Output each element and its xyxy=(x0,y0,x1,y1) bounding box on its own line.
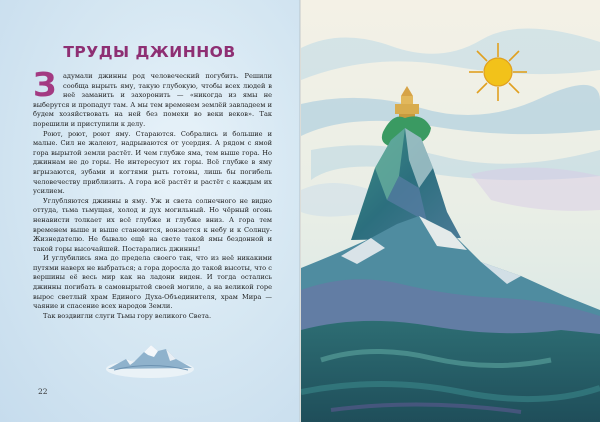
right-page xyxy=(301,0,600,422)
paragraph: Так воздвигли слуги Тьмы гору великого Света. xyxy=(43,311,212,320)
chapter-title: ТРУДЫ ДЖИННОВ xyxy=(63,43,236,61)
paragraph: И углубились яма до предела своего так, что из неё никакими путями наверх не выбраться; а гора доросла до такой высоты, что с вершины её весь мир как на ладони виден. И тогда остались джинны погибать в самовырытой своей могиле, а на великой горе вырос светлый храм Единого Духа-Объединителя, храм Мира — чаяние и спасение всех народов Земли. xyxy=(33,254,272,311)
page-number: 22 xyxy=(38,387,48,396)
mountain-temple-illustration xyxy=(301,0,600,422)
paragraph xyxy=(33,65,272,130)
paragraph-text: адумали джинны род человеческий погубить. Решили сообща вырыть яму, такую глубокую, чтобы всех людей в неё заманить и захоронить — «никогда из ямы не выберутся и пропадут там. А мы тем временем землёй завладеем и будем хозяйствовать на ней без помехи во веки веков». Так порешили и приступили к делу. xyxy=(33,72,272,128)
left-page xyxy=(0,0,299,422)
drop-cap-space xyxy=(33,65,63,104)
body-text xyxy=(33,65,272,321)
paragraph: Углубляются джинны в яму. Уж и света солнечного не видно оттуда, тьма тьмущая, холод и дух могильный. Но чёрный огонь ненависти толкает их всё глубже и глубже вниз. А гора тем временем выше и выше становится, вонзается к небу и к Солнцу-Жизнедателю. Не бывало ещё на свете такой ямы бездонной и такой горы высочайшей. Постарались джинны! xyxy=(33,196,272,253)
paragraph: Роют, роют, роют яму. Стараются. Собрались и большие и малые. Сил не жалеют, надрываются от усердия. А рядом с ямой гора вырытой земли растёт. И чем глубже яма, тем выше гора. Но джиннам не до горы. Не интересуют их горы. Всё глубже в яму вгрызаются, зубами и когтями рыть готовы, лишь бы погибель человечеству приблизить. А гора всё растёт и растёт с каждым их усилием. xyxy=(33,129,272,196)
sun-icon xyxy=(469,43,527,101)
mountain-vignette-icon xyxy=(104,335,196,379)
drop-cap: З xyxy=(33,65,57,104)
